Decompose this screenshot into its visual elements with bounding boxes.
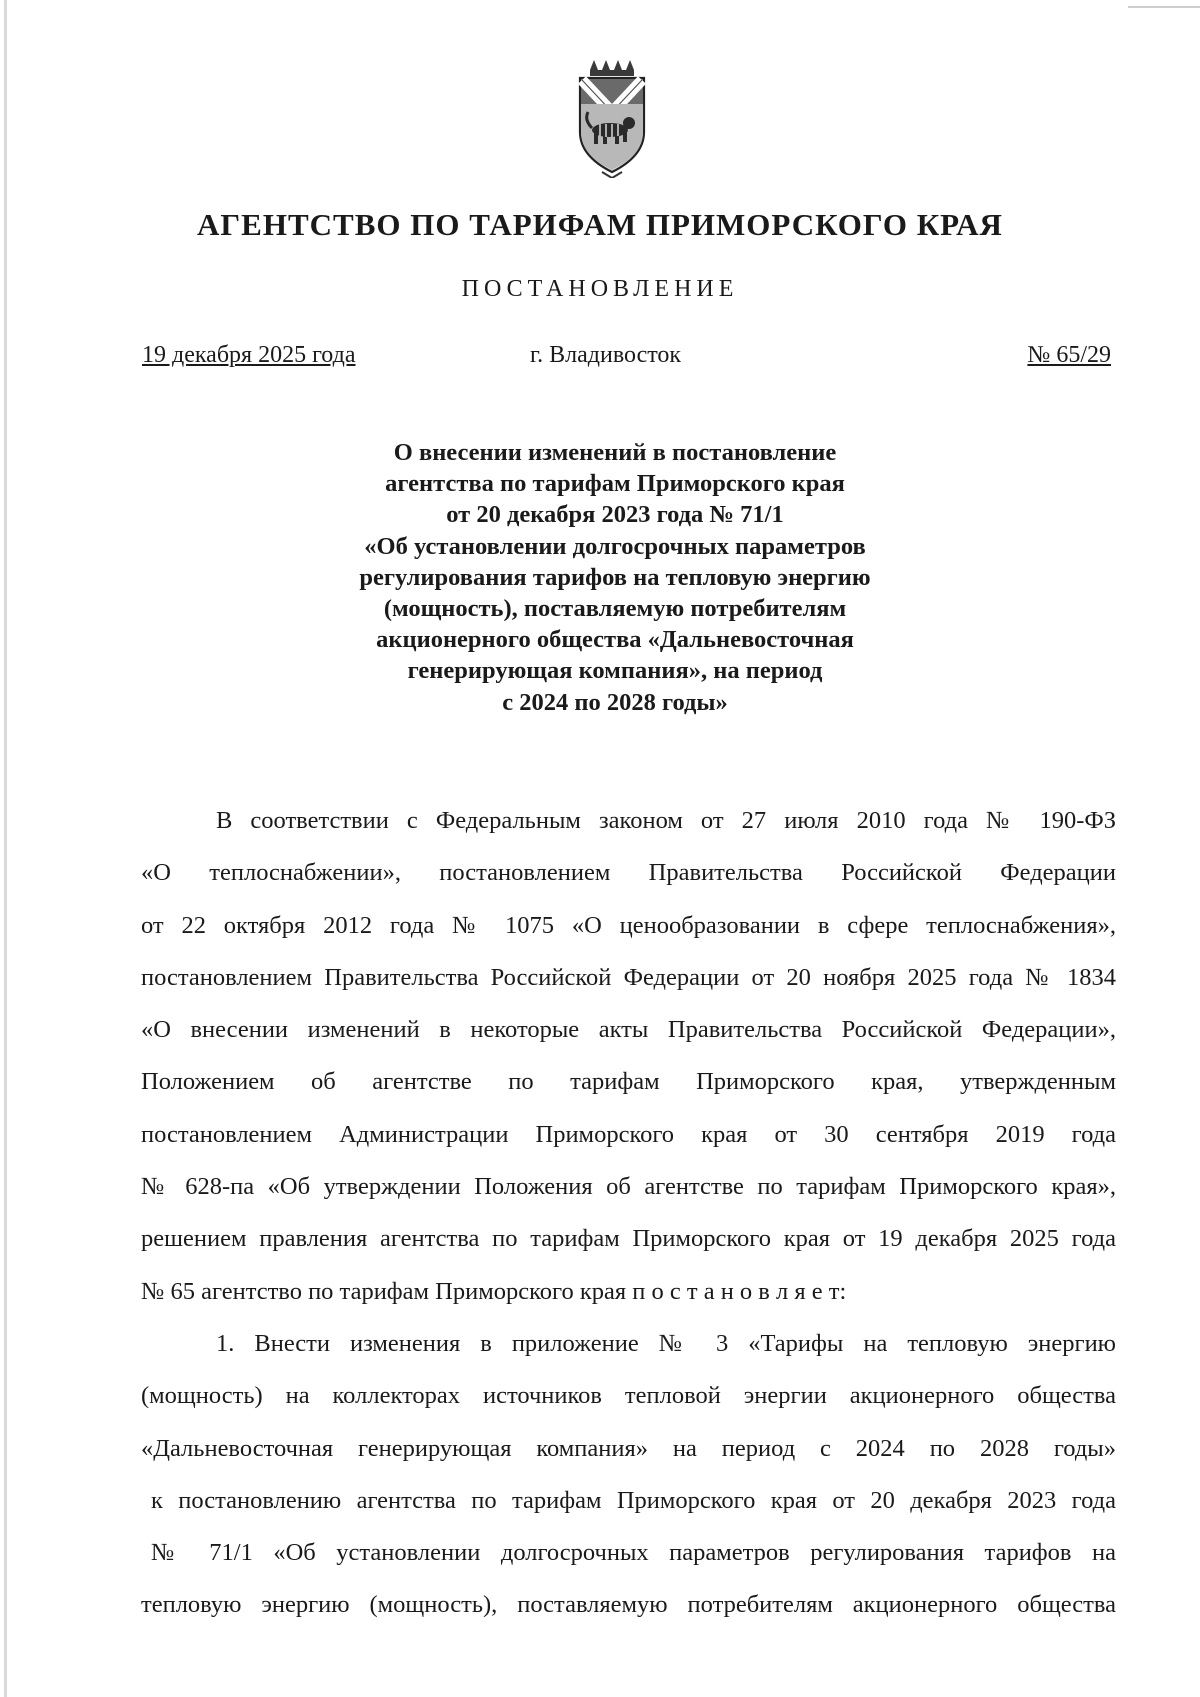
body-line: № 65 агентство по тарифам Приморского края п о с т а н о в л я е т: bbox=[141, 1277, 847, 1305]
title-line: от 20 декабря 2023 года № 71/1 bbox=[446, 501, 784, 529]
body-line: к постановлению агентства по тарифам Приморского края от 20 декабря 2023 года bbox=[151, 1486, 1116, 1514]
body-line: «Дальневосточная генерирующая компания» на период с 2024 по 2028 годы» bbox=[141, 1434, 1116, 1462]
document-date: 19 декабря 2025 года bbox=[142, 342, 356, 368]
title-line: регулирования тарифов на тепловую энергию bbox=[359, 563, 871, 591]
title-line: с 2024 по 2028 годы» bbox=[502, 688, 728, 716]
body-line: 1. Внести изменения в приложение № 3 «Тарифы на тепловую энергию bbox=[216, 1329, 1116, 1357]
body-line: постановлением Администрации Приморского края от 30 сентября 2019 года bbox=[141, 1120, 1116, 1148]
body-line: (мощность) на коллекторах источников тепловой энергии акционерного общества bbox=[141, 1382, 1116, 1410]
body-line: от 22 октября 2012 года № 1075 «О ценообразовании в сфере теплоснабжения», bbox=[141, 911, 1116, 939]
body-line: тепловую энергию (мощность), поставляемую потребителям акционерного общества bbox=[141, 1591, 1116, 1619]
document-title bbox=[300, 437, 930, 718]
scan-edge-line bbox=[4, 0, 7, 1697]
scan-corner-mark bbox=[1128, 6, 1200, 8]
body-line: № 628-па «Об утверждении Положения об агентстве по тарифам Приморского края», bbox=[141, 1173, 1116, 1201]
body-line: постановлением Правительства Российской Федерации от 20 ноября 2025 года № 1834 bbox=[141, 963, 1116, 991]
title-line: агентства по тарифам Приморского края bbox=[385, 470, 845, 498]
body-line: решением правления агентства по тарифам Приморского края от 19 декабря 2025 года bbox=[141, 1225, 1116, 1253]
document-number: № 65/29 bbox=[1027, 342, 1111, 368]
title-line: (мощность), поставляемую потребителям bbox=[383, 595, 847, 623]
body-line: Положением об агентстве по тарифам Приморского края, утвержденным bbox=[141, 1068, 1116, 1096]
body-line: № 71/1 «Об установлении долгосрочных параметров регулирования тарифов на bbox=[151, 1539, 1116, 1567]
title-line: генерирующая компания», на период bbox=[407, 657, 823, 685]
title-line: «Об установлении долгосрочных параметров bbox=[364, 532, 866, 560]
document-body bbox=[141, 795, 1116, 1632]
body-line: В соответствии с Федеральным законом от 27 июля 2010 года № 190-ФЗ bbox=[216, 807, 1116, 834]
document-city: г. Владивосток bbox=[530, 342, 682, 368]
document-type: ПОСТАНОВЛЕНИЕ bbox=[461, 276, 739, 302]
title-line: акционерного общества «Дальневосточная bbox=[376, 626, 854, 654]
title-line: О внесении изменений в постановление bbox=[393, 439, 837, 466]
body-line: «О внесении изменений в некоторые акты Правительства Российской Федерации», bbox=[141, 1016, 1116, 1044]
agency-name: АГЕНТСТВО ПО ТАРИФАМ ПРИМОРСКОГО КРАЯ bbox=[197, 207, 1003, 242]
coat-of-arms-emblem bbox=[572, 60, 652, 178]
body-line: «О теплоснабжении», постановлением Правительства Российской Федерации bbox=[141, 859, 1116, 887]
